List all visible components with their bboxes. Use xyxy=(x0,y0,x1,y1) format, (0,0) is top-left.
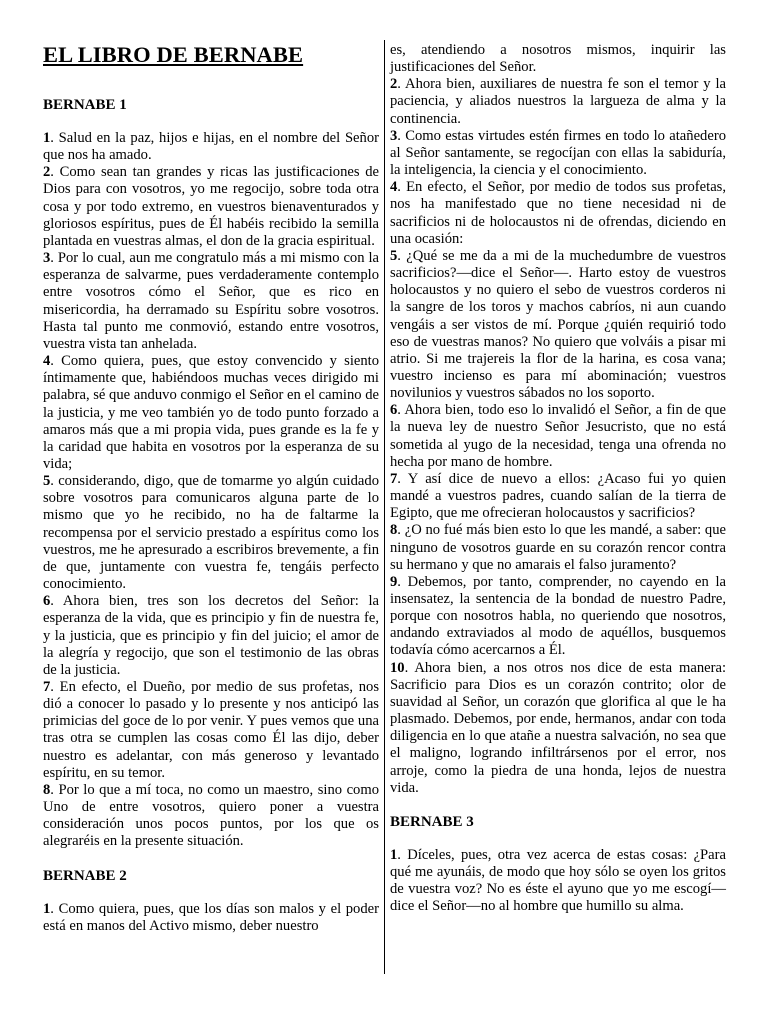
verse-number: 10 xyxy=(390,659,405,676)
verse-text: . Salud en la paz, hijos e hijas, en el nombre del Señor que nos ha amado. xyxy=(43,130,379,164)
verse-number: 7 xyxy=(390,470,398,487)
chapter-1-verses xyxy=(43,130,379,851)
verse-number: 5 xyxy=(43,473,51,490)
chapter-heading-3: BERNABE 3 xyxy=(390,813,474,830)
column-divider xyxy=(384,40,385,974)
verse-number: 2 xyxy=(43,164,51,181)
verse-text: . Y así dice de nuevo a ellos: ¿Acaso fui yo quien mandé a vuestros padres, cuando salían de la tierra de Egipto, que me ofrecieran holocaustos y sacrificios? xyxy=(390,470,726,522)
verse-paragraph xyxy=(390,248,726,402)
verse-paragraph xyxy=(43,679,379,782)
verse-text: . Ahora bien, todo eso lo invalidó el Señor, a fin de que la nueva ley de nuestro Señor Jesucristo, que no está sometida al yugo de la necesidad, tenga una ofrenda no hecha por mano de hombre. xyxy=(390,402,726,470)
verse-text: . Como estas virtudes estén firmes en todo lo atañedero al Señor santamente, se regocíjan con ellas la sabiduría, la inteligencia, la ciencia y el conocimiento. xyxy=(390,127,726,179)
verse-number: 1 xyxy=(390,846,398,863)
verse-text: . Díceles, pues, otra vez acerca de estas cosas: ¿Para qué me ayunáis, de modo que hoy sólo se oyen los gritos de vuestra voz? No es éste el ayuno que yo me escogí—dice el Señor—no al hombre que humillo su alma. xyxy=(390,846,726,915)
verse-number: 6 xyxy=(390,402,398,419)
verse-text: . Como sean tan grandes y ricas las justificaciones de Dios para con vosotros, yo me regocijo, sobre toda otra cosa y por todo extremo, en vuestros bienaventurados y gloriosos espíritus, pues de Él habéis recibido la semilla plantada en vuestras almas, el don de la gracia espiritual. xyxy=(43,164,379,249)
verse-paragraph xyxy=(43,130,379,164)
verse-number: 3 xyxy=(43,250,51,267)
verse-number: 8 xyxy=(390,522,398,539)
verse-text: . ¿O no fué más bien esto lo que les mandé, a saber: que ninguno de vosotros guarde en su corazón rencor contra su hermano y que no amarais el falso juramento? xyxy=(390,522,726,573)
chapter-2-continued-verses xyxy=(390,42,726,797)
verse-text: . Como quiera, pues, que estoy convencido y siento íntimamente que, habiéndoos muchas veces dirigido mi palabra, sé que anduvo conmigo el Señor en el camino de la justicia, y me veo también yo de todo punto forzado a amaros más que a mi propia vida, pues grande es la fe y la caridad que habita en vosotros por la esperanza de su vida; xyxy=(43,353,379,472)
verse-text: . Ahora bien, auxiliares de nuestra fe son el temor y la paciencia, y aliados nuestros la largueza de alma y la continencia. xyxy=(390,76,726,127)
verse-number: 4 xyxy=(390,179,398,196)
verse-number: 6 xyxy=(43,593,51,610)
verse-paragraph xyxy=(43,473,379,593)
verse-paragraph xyxy=(43,164,379,250)
verse-text: . Por lo que a mí toca, no como un maestro, sino como Uno de entre vosotros, quiero poner a vuestra consideración unos pocos puntos, por los que os alegraréis en la presente situación. xyxy=(43,781,379,850)
verse-text: . Por lo cual, aun me congratulo más a mi mismo con la esperanza de salvarme, pues verdaderamente contemplo entre vosotros cómo el Señor, que es rico en misericordia, ha derramado su Espíritu sobre vosotros. Hasta tal punto me conmovió, estando entre vosotros, vuestra vista tan anhelada. xyxy=(43,250,379,352)
verse-paragraph xyxy=(43,901,379,935)
chapter-heading-1: BERNABE 1 xyxy=(43,97,127,113)
verse-paragraph xyxy=(390,128,726,179)
verse-text: es, atendiendo a nosotros mismos, inquirir las justificaciones del Señor. xyxy=(390,42,726,76)
section-spacer xyxy=(43,851,379,868)
verse-text: . En efecto, el Señor, por medio de todos sus profetas, nos ha manifestado que no tiene necesidad ni de sacrificios ni de holocaustos ni de ofrendas, diciendo en una ocasión: xyxy=(390,179,726,247)
verse-paragraph xyxy=(390,660,726,797)
right-column xyxy=(390,42,726,916)
verse-text: . En efecto, el Dueño, por medio de sus profetas, nos dió a conocer lo pasado y lo presente y nos anticipó las primicias del goce de lo por venir. Y pues vemos que una tras otra se cumplen las cosas como Él las dijo, deber nuestro es adelantar, con más generoso y levantado espíritu, en su temor. xyxy=(43,679,379,781)
left-column xyxy=(43,42,379,935)
verse-number: 9 xyxy=(390,573,398,590)
verse-text: . Ahora bien, tres son los decretos del Señor: la esperanza de la vida, que es principio y fin de nuestra fe, y la justicia, que es principio y fin del juicio; el amor de la alegría y regocijo, que son el testimonio de las obras de la justicia. xyxy=(43,593,379,678)
verse-paragraph xyxy=(390,179,726,248)
verse-paragraph xyxy=(390,471,726,522)
verse-text: . Ahora bien, a nos otros nos dice de esta manera: Sacrificio para Dios es un corazón contrito; olor de suavidad al Señor, un corazón que glorifica al que le ha plasmado. Debemos, por ende, hermanos, andar con toda diligencia en lo que atañe a nuestra salvación, no sea que el maligno, logrando infiltrársenos por el error, nos arroje, como la piedra de una honda, lejos de nuestra vida. xyxy=(390,659,726,796)
chapter-3-verses xyxy=(390,847,726,916)
verse-paragraph xyxy=(390,402,726,471)
verse-number: 5 xyxy=(390,247,398,264)
verse-text: . Como quiera, pues, que los días son malos y el poder está en manos del Activo mismo, deber nuestro xyxy=(43,900,379,934)
verse-paragraph xyxy=(390,42,726,76)
chapter-2-verses xyxy=(43,901,379,935)
verse-number: 1 xyxy=(43,900,51,917)
section-spacer xyxy=(390,797,726,814)
verse-paragraph xyxy=(43,782,379,851)
verse-number: 1 xyxy=(43,130,51,146)
verse-number: 8 xyxy=(43,781,51,798)
verse-text: . ¿Qué se me da a mi de la muchedumbre de vuestros sacrificios?—dice el Señor—. Harto estoy de vuestros holocaustos y no quiero el sebo de vuestros corderos ni la sangre de los toros y machos cabríos, ni aun cuando vengáis a ser vistos de mí. Porque ¿quién requirió todo eso de vuestras manos? No quiero que volváis a pisar mi atrio. Si me trajereis la flor de la harina, es cosa vana; vuestro incienso es para mí abominación; vuestros novilunios y vuestros sábados no los soporto. xyxy=(390,247,726,402)
verse-paragraph xyxy=(43,593,379,679)
verse-paragraph xyxy=(390,574,726,660)
verse-text: . considerando, digo, que de tomarme yo algún cuidado sobre vosotros para comunicaros alguna parte de lo mismo que yo he recibido, no ha de faltarme la recompensa por el servicio prestado a espíritus como los vuestros, me he apresurado a escribiros brevemente, a fin de que, juntamente con vuestra fe, tengáis perfecto conocimiento. xyxy=(43,473,379,593)
verse-paragraph xyxy=(43,250,379,353)
verse-paragraph xyxy=(390,76,726,127)
verse-paragraph xyxy=(390,847,726,916)
verse-paragraph xyxy=(390,522,726,573)
verse-number: 4 xyxy=(43,353,51,370)
verse-number: 3 xyxy=(390,127,398,144)
verse-paragraph xyxy=(43,353,379,473)
chapter-heading-2: BERNABE 2 xyxy=(43,867,127,884)
verse-number: 7 xyxy=(43,679,51,695)
document-title: EL LIBRO DE BERNABE xyxy=(43,42,304,67)
verse-text: . Debemos, por tanto, comprender, no cayendo en la insensatez, la sentencia de la bondad de nuestro Padre, porque con nosotros habla, no queriendo que nosotros, andando extraviados al modo de aquéllos, busquemos todavía cómo acercarnos a Él. xyxy=(390,573,726,659)
verse-number: 2 xyxy=(390,76,398,93)
